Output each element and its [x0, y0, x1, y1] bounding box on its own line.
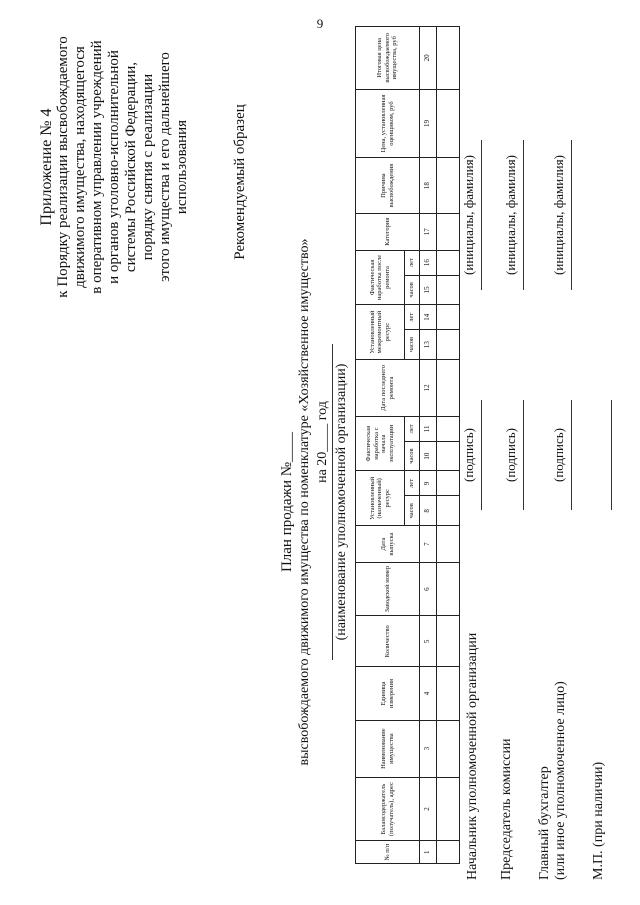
- sub-header: лет: [405, 416, 420, 441]
- col-number: 4: [420, 667, 437, 720]
- table-cell: [437, 720, 460, 777]
- appendix-title: Приложение № 4: [38, 108, 55, 226]
- col-header: Установленный (назначенный) ресурс: [356, 471, 405, 526]
- col-number: 9: [420, 471, 437, 496]
- table-cell: [437, 275, 460, 305]
- table-cell: [437, 359, 460, 416]
- table-cell: [437, 330, 460, 360]
- plan-year: на 20____ год: [315, 401, 330, 483]
- col-number: 11: [420, 416, 437, 441]
- appendix-line: порядку снятия с реализации: [140, 73, 156, 261]
- table-cell: [437, 777, 460, 841]
- col-number: 7: [420, 526, 437, 563]
- stamp-label: М.П. (при наличии): [591, 761, 606, 880]
- plan-subtitle: высвобождаемого движимого имущества по номенклатуре «Хозяйственное имущество»: [297, 238, 312, 766]
- stamp-line: [595, 400, 612, 510]
- signature-label: Начальник уполномоченной организации: [465, 632, 480, 880]
- col-number: 14: [420, 305, 437, 330]
- appendix-block: [38, 2, 191, 332]
- table-cell: [437, 471, 460, 496]
- col-header: Количество: [356, 616, 420, 667]
- col-number: 2: [420, 777, 437, 841]
- appendix-line: к Порядку реализации высвобождаемого: [55, 36, 71, 298]
- appendix-line: этого имущества и его дальнейшего: [157, 52, 173, 282]
- col-header: Балансодержатель (получатель), адрес: [356, 777, 420, 841]
- table-cell: [437, 213, 460, 250]
- col-number: 15: [420, 275, 437, 305]
- col-number: 10: [420, 441, 437, 471]
- col-number: 20: [420, 27, 437, 90]
- col-header: Заводской номер: [356, 562, 420, 615]
- signature-caption: (подпись): [551, 428, 566, 482]
- col-number: 13: [420, 330, 437, 360]
- name-caption: (инициалы, фамилия): [551, 155, 566, 275]
- table-cell: [437, 441, 460, 471]
- col-header: Дата выпуска: [356, 526, 420, 563]
- plan-header: [278, 222, 351, 782]
- sub-header: лет: [405, 305, 420, 330]
- sub-header: лет: [405, 471, 420, 496]
- table-cell: [437, 667, 460, 720]
- signature-label-2: (или иное уполномоченное лицо): [553, 681, 568, 880]
- table-cell: [437, 841, 460, 864]
- org-caption: (наименование уполномоченной организации): [332, 344, 351, 661]
- col-header: Фактическая наработка с начала эксплуатации: [356, 416, 405, 471]
- col-header: № п/п: [356, 841, 420, 864]
- sub-header: часов: [405, 441, 420, 471]
- table-cell: [437, 616, 460, 667]
- col-number: 19: [420, 89, 437, 158]
- col-header: Установленный межремонтный ресурс: [356, 305, 405, 360]
- sub-header: часов: [405, 275, 420, 305]
- sub-header: лет: [405, 250, 420, 275]
- signature-caption: (подпись): [461, 428, 476, 482]
- col-header: Дата последнего ремонта: [356, 359, 420, 416]
- col-number: 18: [420, 158, 437, 213]
- sub-header: часов: [405, 496, 420, 526]
- col-number: 16: [420, 250, 437, 275]
- appendix-line: движимого имущества, находящегося: [72, 46, 88, 288]
- table-cell: [437, 89, 460, 158]
- col-number: 3: [420, 720, 437, 777]
- appendix-line: системы Российской Федерации,: [123, 61, 139, 273]
- col-header: Единица измерения: [356, 667, 420, 720]
- signature-label: Председатель комиссии: [499, 738, 514, 880]
- rotated-form: [20, 2, 620, 902]
- table-cell: [437, 526, 460, 563]
- col-header: Фактическая наработка после ремонта: [356, 250, 405, 305]
- appendix-line: в оперативном управлении учреждений: [89, 40, 105, 294]
- plan-table: [355, 26, 460, 864]
- plan-title: План продажи №____: [279, 431, 295, 573]
- appendix-line: и органов уголовно-исполнительной: [106, 50, 122, 284]
- col-header: Причина высвобождения: [356, 158, 420, 213]
- col-header: Цена, установленная оценщиком, руб: [356, 89, 420, 158]
- table-cell: [437, 250, 460, 275]
- signature-caption: (подпись): [503, 428, 518, 482]
- table-cell: [437, 416, 460, 441]
- col-header: Категория: [356, 213, 420, 250]
- sub-header: часов: [405, 330, 420, 360]
- page-number: 9: [316, 16, 324, 31]
- col-number: 12: [420, 359, 437, 416]
- appendix-line: использования: [174, 119, 190, 215]
- col-header: Наименование имущества: [356, 720, 420, 777]
- sample-label: Рекомендуемый образец: [232, 104, 248, 260]
- table-cell: [437, 158, 460, 213]
- table-cell: [437, 562, 460, 615]
- name-caption: (инициалы, фамилия): [503, 155, 518, 275]
- signature-label: Главный бухгалтер: [537, 766, 552, 880]
- table-cell: [437, 305, 460, 330]
- name-caption: (инициалы, фамилия): [461, 155, 476, 275]
- col-number: 6: [420, 562, 437, 615]
- col-number: 17: [420, 213, 437, 250]
- col-number: 8: [420, 496, 437, 526]
- table-cell: [437, 496, 460, 526]
- col-number: 1: [420, 841, 437, 864]
- col-header: Итоговая цена высвобождаемого имущества, руб: [356, 27, 420, 90]
- table-cell: [437, 27, 460, 90]
- col-number: 5: [420, 616, 437, 667]
